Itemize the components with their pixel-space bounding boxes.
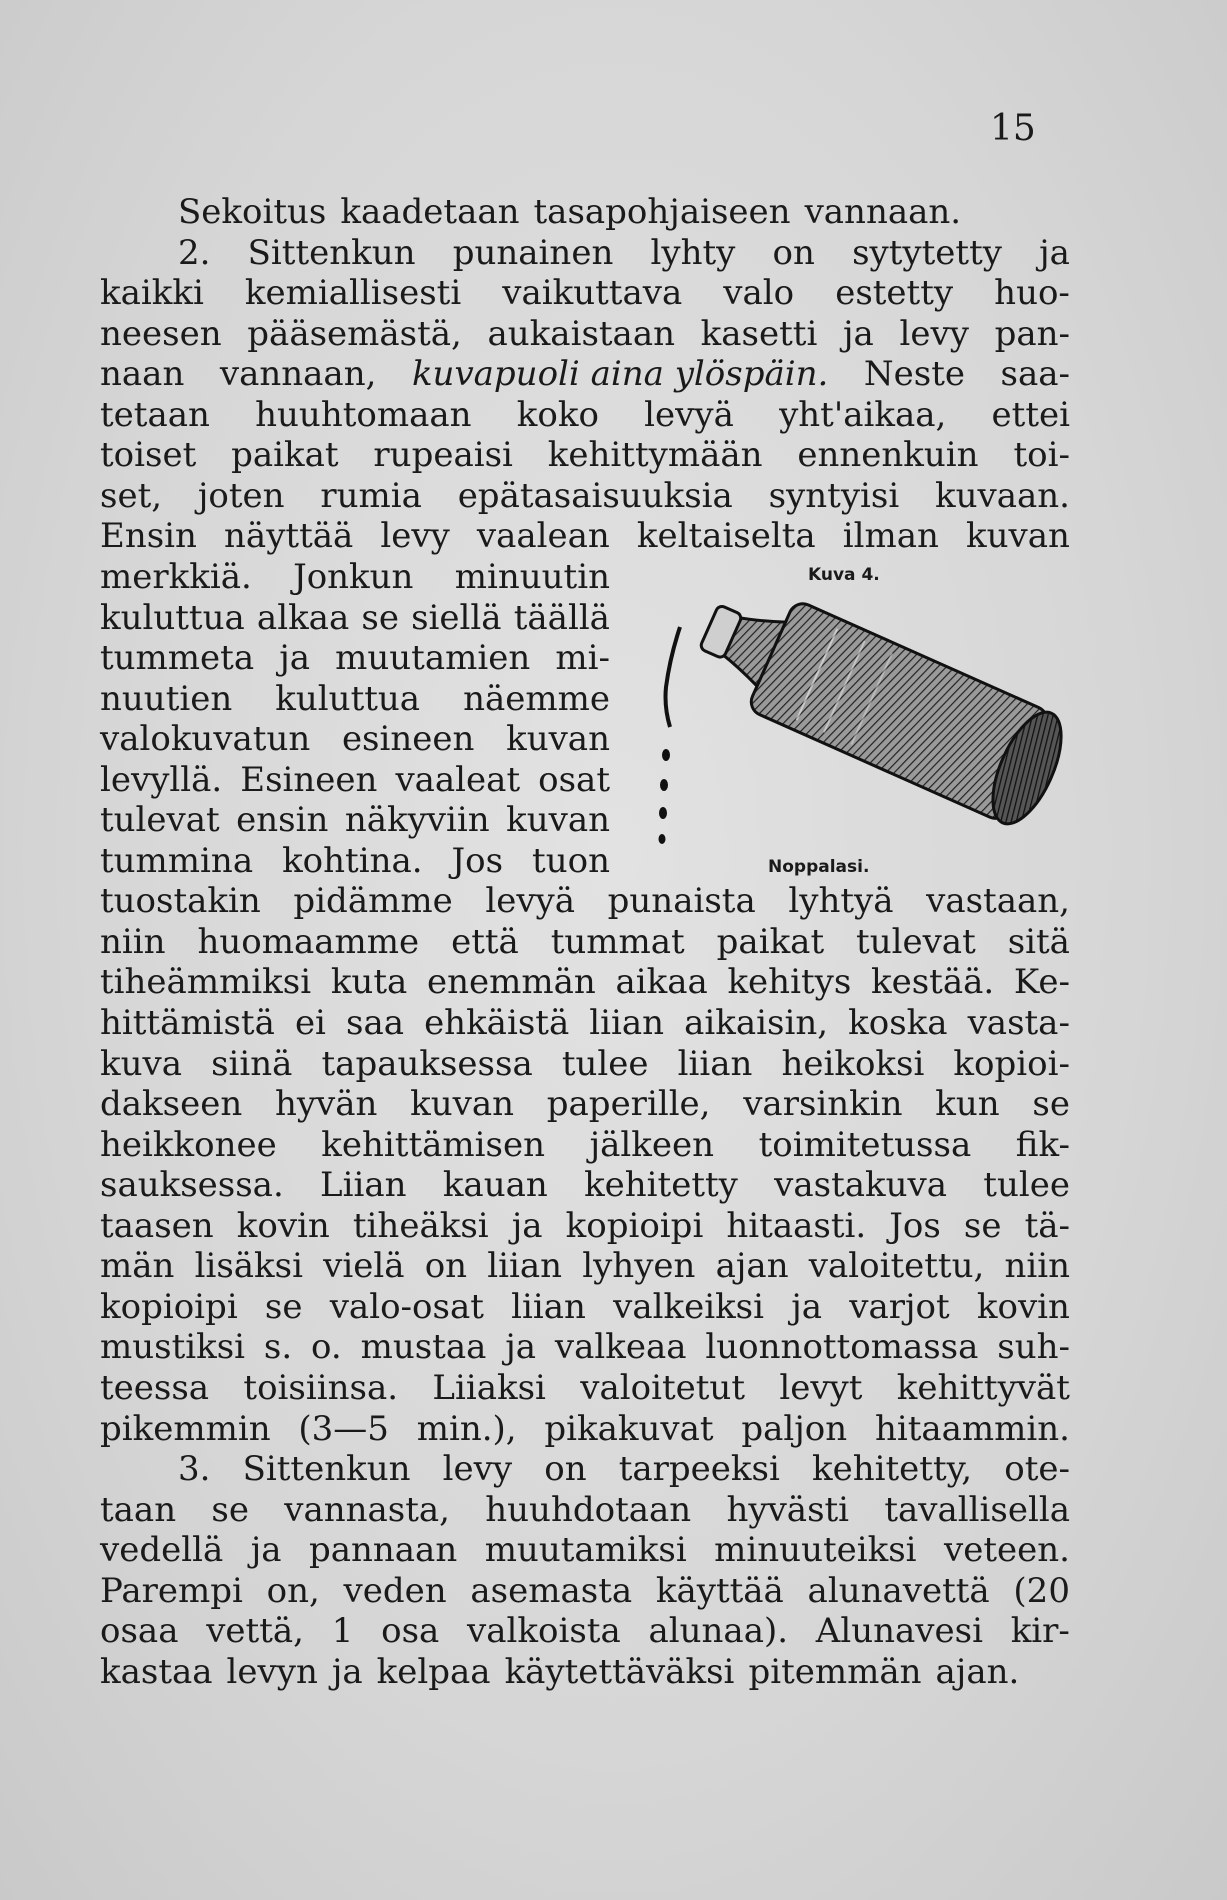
text-line: [100, 273, 1070, 313]
word: osat: [538, 759, 610, 800]
text-line: [100, 1368, 1070, 1408]
word: kastaa: [100, 1651, 213, 1692]
word: se: [963, 1205, 1002, 1246]
word: heikkonee: [100, 1124, 277, 1165]
text-line: [100, 1409, 1070, 1449]
word: tummina: [100, 840, 254, 881]
word: kovin: [976, 1286, 1070, 1327]
word: Ensin: [100, 516, 197, 557]
word: valoitetut: [580, 1367, 745, 1408]
word: mustiksi: [100, 1327, 246, 1368]
word: minuuteiksi: [714, 1530, 917, 1571]
word: kestää.: [870, 962, 995, 1003]
word: paikat: [716, 921, 825, 962]
word: taasen: [100, 1205, 214, 1246]
word: suh-: [997, 1327, 1070, 1368]
text-line: [100, 719, 610, 759]
word: kaadetaan: [340, 192, 520, 232]
word: Liian: [320, 1165, 407, 1206]
word: liian: [511, 1286, 586, 1327]
word: kuvaan.: [935, 475, 1070, 516]
word: kuluttua: [275, 678, 421, 719]
word: tiheämmiksi: [100, 962, 312, 1003]
word: yht'aikaa,: [779, 394, 947, 435]
word: ehkäistä: [424, 1003, 570, 1043]
word: rumia: [320, 475, 422, 516]
word: Parempi: [100, 1570, 243, 1611]
text-line: [100, 354, 1070, 394]
word: asemasta: [470, 1570, 633, 1611]
word: vannaan.: [804, 192, 962, 232]
word: tarpeeksi: [618, 1449, 780, 1490]
word: lyhty: [650, 232, 736, 273]
word: hitaammin.: [874, 1408, 1070, 1449]
text-line: [100, 679, 610, 719]
word: kuta: [330, 962, 408, 1003]
text-line: [100, 800, 610, 840]
word: toiset: [100, 435, 197, 476]
word: kuvapuoli aina ylöspäin.: [411, 354, 829, 395]
word: hyvän: [274, 1084, 378, 1125]
text-line: [100, 1044, 1070, 1084]
word: varjot: [849, 1286, 950, 1327]
word: kuvan: [506, 719, 610, 760]
word: hitaasti.: [726, 1205, 867, 1246]
word: vastakuva: [774, 1165, 948, 1206]
word: luonnottomassa: [705, 1327, 979, 1368]
word: liian: [589, 1003, 665, 1043]
word: ja: [1039, 232, 1070, 273]
word: dakseen: [100, 1084, 243, 1125]
word: saa: [346, 1003, 404, 1043]
text-line: [100, 760, 610, 800]
word: muutamiksi: [484, 1530, 687, 1571]
text-line: [100, 922, 1070, 962]
word: kemiallisesti: [244, 273, 462, 314]
word: levyllä.: [100, 759, 223, 800]
text-line: [100, 1611, 1070, 1651]
word: vaikuttava: [502, 273, 683, 314]
word: pidämme: [293, 881, 453, 922]
word: teessa: [100, 1367, 210, 1408]
word: kopioi-: [953, 1043, 1070, 1084]
word: vasta-: [967, 1003, 1070, 1043]
word: heikoksi: [781, 1043, 925, 1084]
word: pikakuvat: [544, 1408, 714, 1449]
word: tiheäksi: [352, 1205, 489, 1246]
word: kir-: [1010, 1611, 1070, 1652]
word: s.: [263, 1327, 293, 1368]
word: neesen: [100, 313, 222, 354]
word: vaalean: [476, 516, 610, 557]
word: Sittenkun: [247, 232, 416, 273]
word: sauksessa.: [100, 1165, 284, 1206]
word: kovin: [236, 1205, 330, 1246]
word: (3—5: [298, 1408, 389, 1449]
word: levyä: [644, 394, 734, 435]
word: syntyisi: [768, 475, 900, 516]
word: näyttää: [224, 516, 354, 557]
word: levy: [899, 313, 969, 354]
word: kehittymään: [547, 435, 763, 476]
word: valkeiksi: [613, 1286, 764, 1327]
word: että: [451, 921, 519, 962]
word: min.),: [416, 1408, 517, 1449]
word: niin: [100, 921, 166, 962]
word: joten: [197, 475, 285, 516]
text-line: [100, 1084, 1070, 1124]
text-line: [100, 516, 1070, 556]
word: näemme: [463, 678, 610, 719]
word: toimitetussa: [758, 1124, 972, 1165]
word: sitä: [1007, 921, 1070, 962]
word: mi-: [555, 638, 610, 679]
word: kehittyvät: [896, 1367, 1070, 1408]
word: ja: [279, 638, 311, 679]
word: kuluttua: [100, 597, 245, 638]
word: Sittenkun: [242, 1449, 411, 1490]
word: rupeaisi: [373, 435, 513, 476]
word: levy: [380, 516, 450, 557]
text-line: [100, 841, 610, 881]
word: epätasaisuuksia: [457, 475, 733, 516]
text-line: [100, 1165, 1070, 1205]
text-line: [100, 962, 1070, 1002]
text-line: [100, 1490, 1070, 1530]
word: kuva: [100, 1043, 182, 1084]
word: män: [100, 1246, 175, 1287]
word: merkkiä.: [100, 556, 252, 597]
word: ilman: [842, 516, 939, 557]
word: huuhdotaan: [485, 1489, 692, 1530]
word: ja: [331, 1651, 363, 1692]
text-line: [100, 233, 1070, 273]
word: täällä: [513, 597, 610, 638]
bottle-illustration: [640, 587, 1080, 857]
word: Alunavesi: [815, 1611, 983, 1652]
word: huo-: [994, 273, 1070, 314]
word: kehitetty: [584, 1165, 738, 1206]
word: ja: [505, 1327, 537, 1368]
word: taan: [100, 1489, 177, 1530]
word: minuutin: [454, 556, 610, 597]
word: (20: [1013, 1570, 1070, 1611]
text-line: [100, 557, 610, 597]
word: paperille,: [546, 1084, 711, 1125]
word: se: [264, 1286, 303, 1327]
text-line: [100, 1003, 1070, 1043]
word: kuvan: [966, 516, 1070, 557]
word: tulee: [561, 1043, 649, 1084]
word: tulee: [983, 1165, 1070, 1206]
text-line: [100, 1327, 1070, 1367]
text-line: [100, 395, 1070, 435]
word: kaikki: [100, 273, 204, 314]
word: enemmän: [426, 962, 596, 1003]
word: valkoista: [467, 1611, 621, 1652]
word: ja: [511, 1205, 543, 1246]
word: on: [424, 1246, 468, 1287]
text-line: [100, 1571, 1070, 1611]
word: liian: [487, 1246, 563, 1287]
word: hyvästi: [726, 1489, 850, 1530]
word: aukaistaan: [487, 313, 675, 354]
word: kopioipi: [565, 1205, 704, 1246]
word: aikaa: [615, 962, 708, 1003]
word: kauan: [442, 1165, 548, 1206]
word: hittämistä: [100, 1003, 275, 1043]
text-line: [100, 1449, 1070, 1489]
word: on: [544, 1449, 587, 1490]
text-line: [100, 1530, 1070, 1570]
text-line: [100, 1652, 1070, 1692]
word: Jos: [889, 1205, 941, 1246]
word: paljon: [741, 1408, 848, 1449]
bottle-body: [685, 587, 1075, 833]
word: Jonkun: [293, 556, 414, 597]
text-line: [100, 1206, 1070, 1246]
word: valkeaa: [554, 1327, 687, 1368]
word: levyn: [226, 1651, 318, 1692]
word: valo-osat: [329, 1286, 484, 1327]
word: mustaa: [360, 1327, 487, 1368]
word: käyttää: [655, 1570, 784, 1611]
word: valokuvatun: [100, 719, 311, 760]
word: lisäksi: [194, 1246, 303, 1287]
word: tasapohjaiseen: [533, 192, 791, 232]
word: koko: [516, 394, 599, 435]
word: Sekoitus: [178, 192, 327, 232]
word: ote-: [1004, 1449, 1070, 1490]
word: varsinkin: [743, 1084, 903, 1125]
word: valoitettu,: [808, 1246, 985, 1287]
word: valo: [723, 273, 795, 314]
word: ettei: [991, 394, 1070, 435]
word: 1: [331, 1611, 354, 1652]
word: vedellä: [100, 1530, 224, 1571]
word: osa: [381, 1611, 440, 1652]
figure-number: Kuva 4.: [808, 565, 880, 585]
text-line: [100, 1287, 1070, 1327]
word: kehitetty,: [812, 1449, 973, 1490]
word: levyt: [779, 1367, 863, 1408]
word: 2.: [178, 232, 211, 273]
word: tä-: [1024, 1205, 1070, 1246]
word: tummeta: [100, 638, 255, 679]
word: levy: [442, 1449, 513, 1490]
word: käytettäväksi: [504, 1651, 735, 1692]
figure-bottle: [640, 565, 1080, 885]
word: levyä: [485, 881, 576, 922]
word: kopioipi: [100, 1286, 238, 1327]
word: toisiinsa.: [243, 1367, 399, 1408]
word: se: [361, 597, 399, 638]
word: veden: [343, 1570, 447, 1611]
word: vannasta,: [284, 1489, 450, 1530]
word: tetaan: [100, 394, 210, 435]
text-line: [100, 192, 1148, 232]
word: vastaan,: [926, 881, 1070, 922]
word: kehittämisen: [321, 1124, 545, 1165]
word: esineen: [341, 719, 475, 760]
page-number: 15: [990, 108, 1036, 149]
word: huomaamme: [197, 921, 420, 962]
word: siellä: [411, 597, 502, 638]
word: toi-: [1013, 435, 1070, 476]
text-line: [100, 1125, 1070, 1165]
word: vielä: [323, 1246, 405, 1287]
word: kehitys: [727, 962, 852, 1003]
word: tulevat: [856, 921, 976, 962]
word: veteen.: [944, 1530, 1070, 1571]
word: Ke-: [1013, 962, 1070, 1003]
text-line: [100, 435, 1070, 475]
word: estetty: [835, 273, 954, 314]
word: ajan: [715, 1246, 789, 1287]
word: tavallisella: [884, 1489, 1070, 1530]
word: alunaa).: [648, 1611, 789, 1652]
word: pääsemästä,: [247, 313, 462, 354]
word: se: [211, 1489, 249, 1530]
word: ajan.: [935, 1651, 1020, 1692]
word: pannaan: [308, 1530, 458, 1571]
word: kelpaa: [376, 1651, 491, 1692]
word: kun: [935, 1084, 1000, 1125]
word: näkyviin: [344, 800, 490, 841]
word: Jos: [451, 840, 504, 881]
word: sytytetty: [852, 232, 1002, 273]
word: ja: [843, 313, 874, 354]
word: kohtina.: [282, 840, 423, 881]
text-line: [100, 476, 1070, 516]
word: tuon: [532, 840, 610, 881]
word: kuvan: [506, 800, 610, 841]
word: lyhtyä: [788, 881, 894, 922]
word: ennenkuin: [797, 435, 979, 476]
word: 3.: [178, 1449, 211, 1490]
word: kuvan: [410, 1084, 515, 1125]
word: ja: [791, 1286, 823, 1327]
word: tuostakin: [100, 881, 261, 922]
word: on: [772, 232, 815, 273]
word: alunavettä: [807, 1570, 990, 1611]
word: nuutien: [100, 678, 233, 719]
word: set,: [100, 475, 163, 516]
word: tulevat: [100, 800, 220, 841]
word: vaaleat: [395, 759, 521, 800]
text-line: [100, 598, 610, 638]
word: saa-: [1000, 354, 1070, 395]
word: aikaisin,: [684, 1003, 829, 1043]
word: pikemmin: [100, 1408, 271, 1449]
word: siinä: [211, 1043, 293, 1084]
word: Neste: [863, 354, 965, 395]
word: Liiaksi: [432, 1367, 546, 1408]
word: ja: [250, 1530, 282, 1571]
word: vannaan,: [219, 354, 377, 395]
word: pitemmän: [748, 1651, 922, 1692]
word: paikat: [231, 435, 339, 476]
word: on,: [266, 1570, 320, 1611]
word: naan: [100, 354, 185, 395]
word: liian: [677, 1043, 753, 1084]
word: alkaa: [256, 597, 350, 638]
text-line: [100, 881, 1070, 921]
word: kasetti: [700, 313, 818, 354]
text-line: [100, 1246, 1070, 1286]
word: ensin: [236, 800, 329, 841]
word: tummat: [550, 921, 685, 962]
word: punaista: [607, 881, 756, 922]
word: koska: [848, 1003, 948, 1043]
word: vettä,: [206, 1611, 304, 1652]
word: keltaiselta: [636, 516, 816, 557]
word: o.: [311, 1327, 342, 1368]
word: osaa: [100, 1611, 179, 1652]
word: pan-: [994, 313, 1070, 354]
word: se: [1032, 1084, 1070, 1125]
word: niin: [1004, 1246, 1070, 1287]
word: tapauksessa: [321, 1043, 533, 1084]
text-line: [100, 314, 1070, 354]
word: Esineen: [240, 759, 378, 800]
word: punainen: [452, 232, 614, 273]
text-line: [100, 638, 610, 678]
word: jälkeen: [589, 1124, 714, 1165]
figure-caption: Noppalasi.: [768, 857, 870, 877]
word: fik-: [1015, 1124, 1070, 1165]
word: lyhyen: [582, 1246, 696, 1287]
word: huuhtomaan: [255, 394, 472, 435]
word: muutamien: [335, 638, 531, 679]
word: ei: [294, 1003, 326, 1043]
